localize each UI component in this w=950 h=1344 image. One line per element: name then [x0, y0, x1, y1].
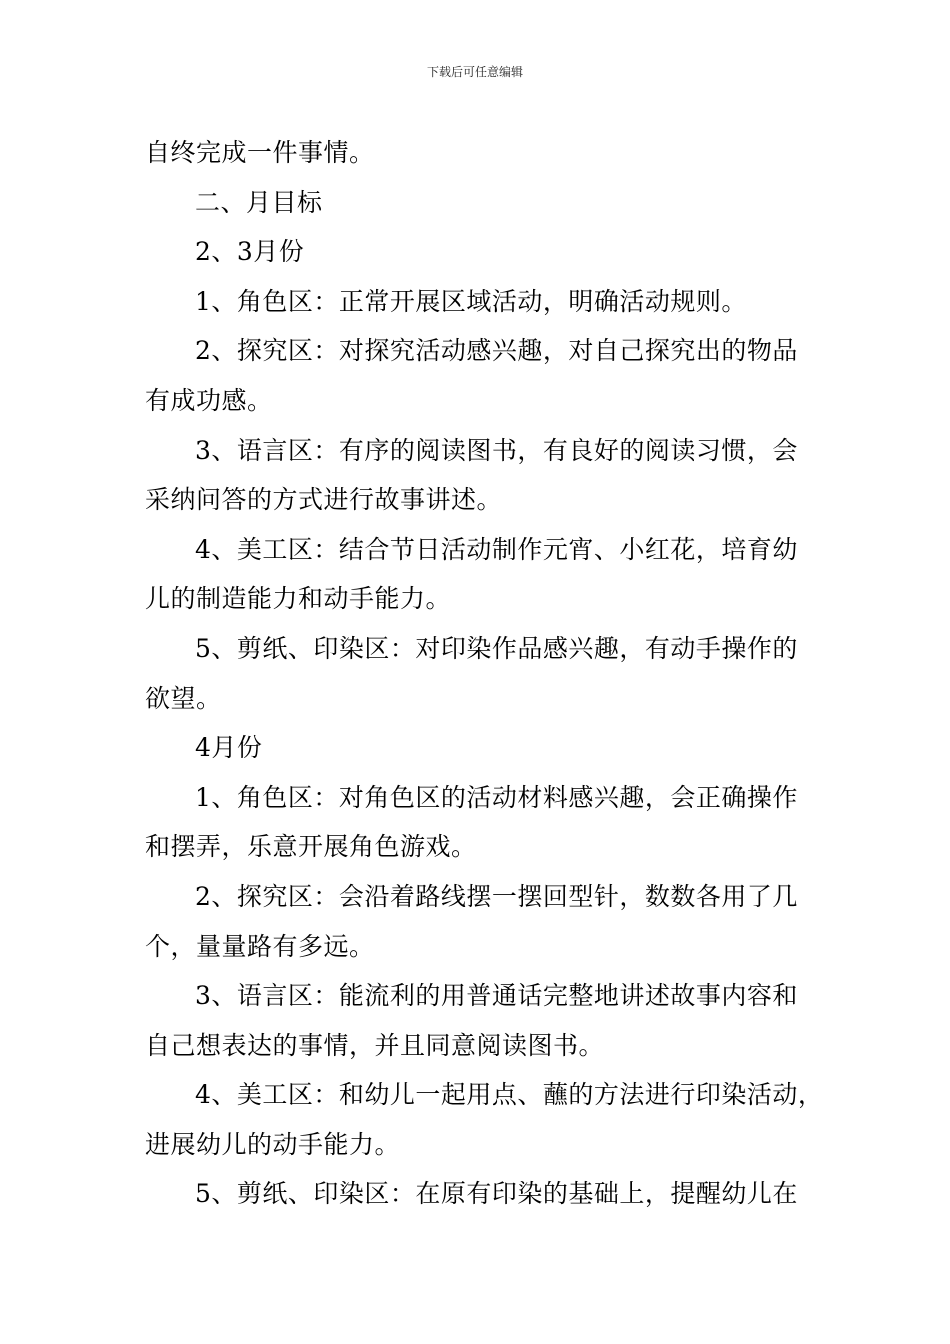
text-line: 4、美工区：结合节日活动制作元宵、小红花，培育幼 — [195, 534, 798, 564]
section-heading: 二、月目标 — [195, 187, 323, 217]
text-line: 采纳问答的方式进行故事讲述。 — [145, 485, 503, 515]
text-line: 儿的制造能力和动手能力。 — [145, 584, 452, 614]
text-line: 5、剪纸、印染区：对印染作品感兴趣，有动手操作的 — [195, 633, 798, 663]
text-line: 进展幼儿的动手能力。 — [145, 1129, 401, 1159]
text-line: 3、语言区：能流利的用普通话完整地讲述故事内容和 — [195, 981, 798, 1011]
subsection-heading: 2、3月份 — [195, 237, 305, 267]
text-line: 1、角色区：对角色区的活动材料感兴趣，会正确操作 — [195, 782, 798, 812]
text-line: 1、角色区：正常开展区域活动，明确活动规则。 — [195, 286, 747, 316]
text-line: 5、剪纸、印染区：在原有印染的基础上，提醒幼儿在 — [195, 1179, 798, 1209]
subsection-heading: 4月份 — [195, 733, 263, 763]
text-line: 欲望。 — [145, 683, 222, 713]
document-body — [145, 128, 824, 1219]
text-line: 有成功感。 — [145, 385, 273, 415]
text-line: 2、探究区：会沿着路线摆一摆回型针，数数各用了几 — [195, 881, 798, 911]
text-line: 4、美工区：和幼儿一起用点、蘸的方法进行印染活动， — [195, 1080, 824, 1110]
text-line: 个，量量路有多远。 — [145, 931, 375, 961]
text-line: 自终完成一件事情。 — [145, 138, 375, 167]
page-header: 下载后可任意编辑 — [426, 65, 523, 79]
text-line: 3、语言区：有序的阅读图书，有良好的阅读习惯，会 — [195, 435, 798, 465]
text-line: 和摆弄，乐意开展角色游戏。 — [145, 832, 477, 862]
text-line: 自己想表达的事情，并且同意阅读图书。 — [145, 1030, 605, 1060]
text-line: 2、探究区：对探究活动感兴趣，对自己探究出的物品 — [195, 336, 798, 366]
